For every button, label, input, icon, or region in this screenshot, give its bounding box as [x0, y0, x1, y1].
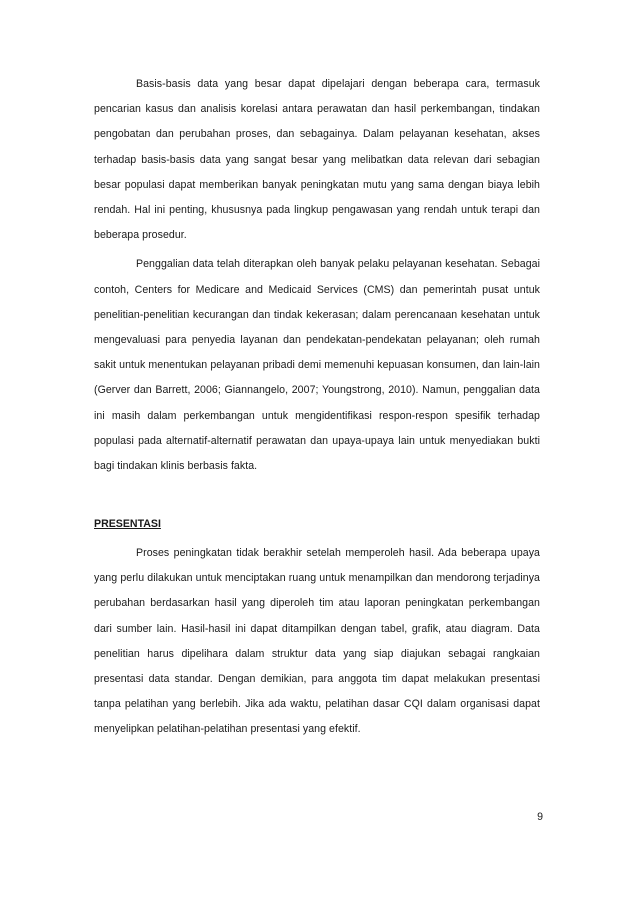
document-page [94, 72, 540, 479]
paragraph-proses-peningkatan: Proses peningkatan tidak berakhir setelah memperoleh hasil. Ada beberapa upaya yang perlu dilakukan untuk menciptakan ruang untuk menampilkan dan mendorong terjadinya perubahan berdasarkan hasil yang diperoleh tim atau laporan peningkatan perkembangan dari sumber lain. Hasil-hasil ini dapat ditampilkan dengan tabel, grafik, atau diagram. Data penelitian harus dipelihara dalam struktur data yang siap diajukan sebagai rangkaian presentasi data standar. Dengan demikian, para anggota tim dapat melakukan presentasi tanpa pelatihan yang berlebih. Jika ada waktu, pelatihan dasar CQI dalam organisasi dapat menyelipkan pelatihan-pelatihan presentasi yang efektif. [94, 547, 540, 736]
section-heading-presentasi: PRESENTASI [94, 518, 161, 530]
page-number: 9 [537, 811, 543, 823]
section-presentasi [94, 541, 540, 743]
paragraph-basis-data: Basis-basis data yang besar dapat dipelajari dengan beberapa cara, termasuk pencarian kasus dan analisis korelasi antara perawatan dan hasil perkembangan, tindakan pengobatan dan perubahan proses, dan sebagainya. Dalam pelayanan kesehatan, akses terhadap basis-basis data yang sangat besar yang melibatkan data relevan dari sebagian besar populasi dapat memberikan banyak peningkatan mutu yang sama dengan biaya lebih rendah. Hal ini penting, khususnya pada lingkup pengawasan yang rendah untuk terapi dan beberapa prosedur. [94, 78, 540, 242]
paragraph-penggalian-data: Penggalian data telah diterapkan oleh banyak pelaku pelayanan kesehatan. Sebagai contoh, Centers for Medicare and Medicaid Services (CMS) dan pemerintah pusat untuk penelitian-penelitian kecurangan dan tindak kekerasan; dalam perencanaan kesehatan untuk mengevaluasi para penyedia layanan dan pendekatan-pendekatan pelayanan; oleh rumah sakit untuk menentukan pelayanan pribadi demi memenuhi kepuasan konsumen, dan lain-lain (Gerver dan Barrett, 2006; Giannangelo, 2007; Youngstrong, 2010). Namun, penggalian data ini masih dalam perkembangan untuk mengidentifikasi respon-respon spesifik terhadap populasi pada alternatif-alternatif perawatan dan upaya-upaya lain untuk menyediakan bukti bagi tindakan klinis berbasis fakta. [94, 258, 540, 473]
